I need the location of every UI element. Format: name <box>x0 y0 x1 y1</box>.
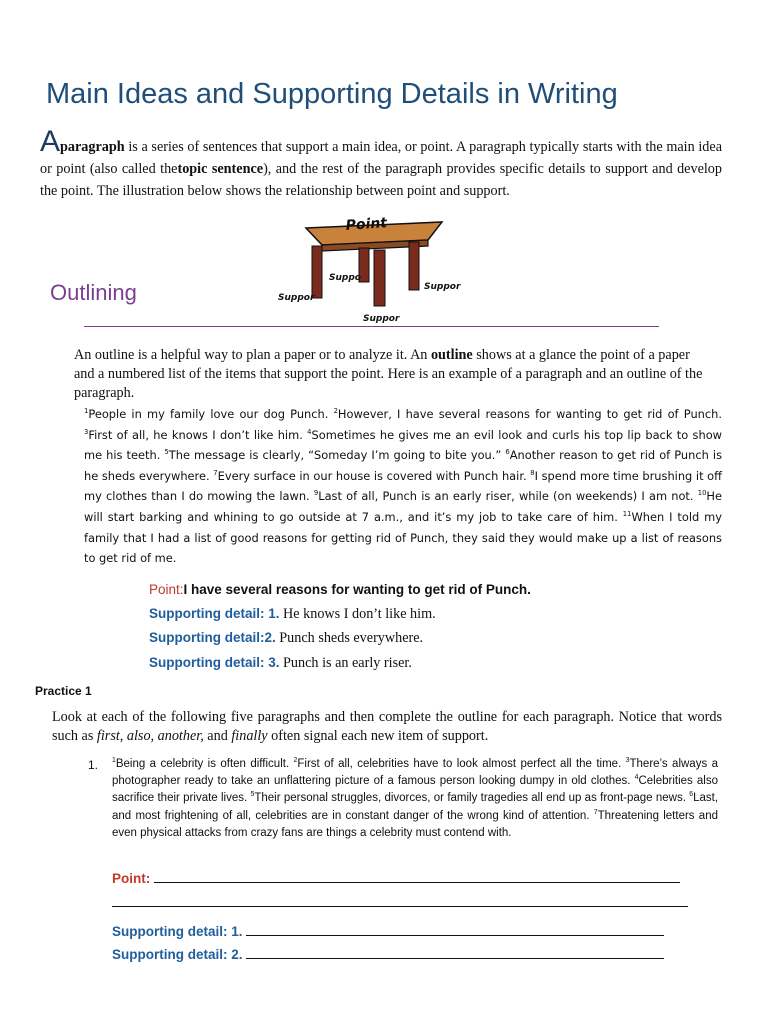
item-1-sentence: Being a celebrity is often difficult. <box>115 758 294 770</box>
detail-3-label: Supporting detail: 3. <box>149 655 280 670</box>
item-1-sentence-number: 7 <box>593 808 598 816</box>
example-sentence-number: 9 <box>313 489 319 498</box>
intro-text-a: is a series of sentences that support a main idea, or point. A paragraph typically starts with the main idea or point (also called the <box>40 139 722 177</box>
outline-detail-1 <box>149 606 436 623</box>
detail-2-label: Supporting detail:2. <box>149 630 276 645</box>
page-title: Main Ideas and Supporting Details in Writing <box>46 78 618 110</box>
leg-label-right: Suppor <box>424 282 461 292</box>
item-1-point-blank[interactable] <box>154 870 680 883</box>
leg-label-front: Suppor <box>363 314 400 324</box>
example-sentence-number: 8 <box>530 468 535 477</box>
leg-label-left: Suppor <box>278 293 315 303</box>
detail-3-text: Punch is an early riser. <box>279 655 412 671</box>
point-support-table-illustration <box>276 212 466 327</box>
item-1-sentence-number: 2 <box>293 757 298 765</box>
item-1-sentence-number: 1 <box>112 757 116 765</box>
section-divider <box>84 326 659 327</box>
practice-instructions <box>52 708 722 746</box>
detail-1-label: Supporting detail: 1. <box>149 606 280 621</box>
item-1-sentence: Celebrities also sacrifice their private lives. <box>112 775 718 805</box>
practice-text-b: often signal each new item of support. <box>267 728 489 744</box>
example-sentence-number: 5 <box>164 448 169 457</box>
item-1-sentence: Threatening letters and even physical attacks from crazy fans are things a celebrity must contend with. <box>112 809 718 839</box>
item-1-detail-2-label: Supporting detail: 2. <box>112 947 243 962</box>
leg-label-back: Suppo <box>329 273 361 283</box>
item-1-point-label: Point: <box>112 871 151 886</box>
detail-2-text: Punch sheds everywhere. <box>275 630 424 646</box>
practice-heading: Practice 1 <box>35 684 92 698</box>
example-sentence-number: 6 <box>505 448 510 457</box>
outline-point <box>149 582 531 597</box>
item-1-sentence-number: 5 <box>250 791 255 799</box>
item-1-detail-1-label: Supporting detail: 1. <box>112 924 243 939</box>
item-1-sentence: Last, and most frightening of all, celebrities are in constant danger of the wrong kind of attention. <box>112 792 719 822</box>
item-1-number: 1. <box>88 758 99 772</box>
example-sentence-number: 4 <box>307 427 312 436</box>
term-topic-sentence: topic sentence <box>177 161 264 177</box>
table-leg-left <box>312 246 322 298</box>
outline-detail-3 <box>149 655 412 672</box>
example-sentence-number: 10 <box>697 489 707 498</box>
outline-detail-2 <box>149 630 423 647</box>
item-1-detail-2-blank[interactable] <box>246 946 664 959</box>
term-outline: outline <box>430 347 473 363</box>
outline-text-a: An outline is a helpful way to plan a paper or to analyze it. An <box>74 347 431 363</box>
practice-italic-words: first, also, another, <box>96 728 204 744</box>
item-1-sentence: Their personal struggles, divorces, or family tragedies all end up as front-page news. <box>254 792 690 805</box>
item-1-sentence-number: 3 <box>625 757 630 765</box>
practice-text-a: Look at each of the following five paragraphs and then complete the outline for each paragraph. Notice that words such as <box>52 709 722 744</box>
outline-explanation <box>74 346 706 403</box>
example-sentence: When I told my family that I had a list of good reasons for getting rid of Punch, they said they would make up a list of reasons to get rid of me. <box>84 509 722 566</box>
detail-1-text: He knows I don’t like him. <box>279 606 436 622</box>
item-1-sentence-number: 6 <box>689 791 694 799</box>
example-sentence-number: 11 <box>622 510 632 519</box>
outline-text-b: shows at a glance the point of a paper and a numbered list of the items that support the point. Here is an example of a paragraph and an outline of the paragraph. <box>74 347 703 401</box>
example-sentence-number: 3 <box>84 427 89 436</box>
item-1-sentence: First of all, celebrities have to look almost perfect all the time. <box>297 758 626 770</box>
item-1-paragraph <box>112 756 718 842</box>
item-1-detail-2-line <box>112 946 664 962</box>
example-sentence: He will start barking and whining to go outside at 7 a.m., and it’s my job to take care of him. <box>84 489 722 524</box>
example-sentence-number: 1 <box>84 407 89 416</box>
item-1-point-line <box>112 870 680 886</box>
example-sentence-number: 7 <box>213 468 218 477</box>
example-sentence: Sometimes he gives me an evil look and curls his top lip back to show me his teeth. <box>84 427 722 463</box>
drop-cap: A <box>40 125 61 158</box>
item-1-point-blank-2[interactable] <box>112 894 688 907</box>
example-sentence: The message is clearly, “Someday I’m going to bite you.” <box>168 448 506 463</box>
item-1-detail-1-line <box>112 923 664 939</box>
table-leg-right <box>409 242 419 290</box>
example-sentence-number: 2 <box>333 407 338 416</box>
item-1-detail-1-blank[interactable] <box>246 923 664 936</box>
practice-italic-finally: finally <box>231 728 268 744</box>
item-1-sentence-number: 4 <box>634 774 639 782</box>
practice-text-and: and <box>203 728 232 744</box>
term-paragraph: paragraph <box>60 139 125 155</box>
example-sentence: Last of all, Punch is an early riser, while (on weekends) I am not. <box>318 489 698 504</box>
item-1-sentence: There’s always a photographer ready to take an unflattering picture of a famous person looking dumpy in old clothes. <box>112 758 719 788</box>
table-label-point: Point <box>345 215 388 234</box>
table-leg-front <box>374 250 385 306</box>
intro-paragraph <box>40 125 722 202</box>
intro-text-b: ), and the rest of the paragraph provides specific details to support and develop the point. The illustration below shows the relationship between point and support. <box>40 161 722 199</box>
point-label: Point: <box>149 582 184 597</box>
point-text: I have several reasons for wanting to get rid of Punch. <box>183 582 531 597</box>
example-sentence: However, I have several reasons for wanting to get rid of Punch. <box>337 407 722 421</box>
example-sentence: Every surface in our house is covered with Punch hair. <box>217 468 531 483</box>
example-sentence: I spend more time brushing it off my clothes than I do mowing the lawn. <box>84 468 723 504</box>
example-paragraph <box>84 404 722 569</box>
example-sentence: People in my family love our dog Punch. <box>88 407 334 421</box>
example-sentence: First of all, he knows I don’t like him. <box>88 427 308 442</box>
section-heading-outlining: Outlining <box>50 280 137 305</box>
example-sentence: Another reason to get rid of Punch is he sheds everywhere. <box>84 448 722 483</box>
